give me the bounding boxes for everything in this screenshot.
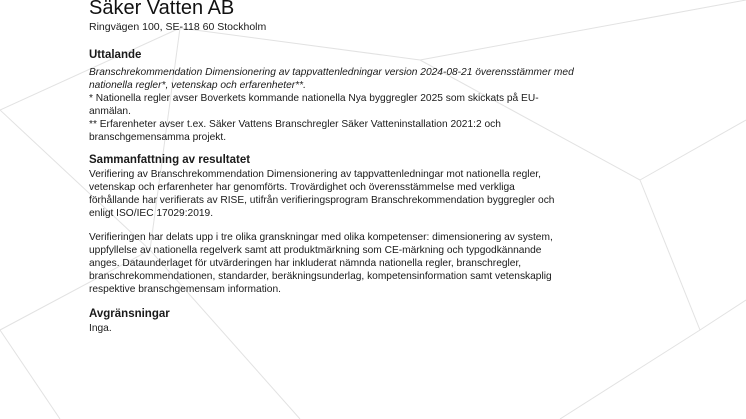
bg-line (560, 330, 700, 419)
paragraph-gap (89, 220, 689, 231)
summary-para1-line: förhållande har verifierats av RISE, utifrån verifieringsprogram Branschrekommendation byggregler och (89, 195, 555, 206)
summary-para2-line: Verifieringen har delats upp i tre olika granskningar med olika kompetenser: dimensionering av system, (89, 232, 553, 243)
footnote-1-line-2: anmälan. (89, 106, 131, 117)
statement-text-line-1: Branschrekommendation Dimensionering av tappvattenledningar version 2024-08-21 överensstämmer med (89, 67, 574, 78)
summary-para2-line: branschrekommendationen, standarder, beräkningsunderlag, kompetensinformation samt vetenskaplig (89, 271, 552, 282)
statement-section (89, 48, 689, 144)
footnote-2-line-2: branschgemensamma projekt. (89, 132, 227, 143)
footnote-1-line-1: * Nationella regler avser Boverkets kommande nationella Nya byggregler 2025 som skickats på EU- (89, 93, 539, 104)
summary-section (89, 153, 689, 296)
summary-para2-line: uppfyllelse av nationella regelverk samt att produktmärkning som CE-märkning och typgodkännande (89, 245, 542, 256)
summary-para1-line: Verifiering av Branschrekommendation Dimensionering av tappvattenledningar mot nationella regler, (89, 169, 541, 180)
summary-para1-line: enligt ISO/IEC 17029:2019. (89, 208, 214, 219)
statement-text-line-2: nationella regler*, vetenskap och erfarenheter**. (89, 80, 306, 91)
bg-line (700, 300, 746, 330)
limitations-heading: Avgränsningar (89, 308, 170, 320)
summary-para2-line: anges. Dataunderlaget för utvärderingen har inkluderat nämnda nationella regler, branschregler, (89, 258, 522, 269)
statement-heading: Uttalande (89, 49, 142, 61)
company-address: Ringvägen 100, SE-118 60 Stockholm (89, 21, 267, 33)
footnote-2-line-1: ** Erfarenheter avser t.ex. Säker Vattens Branschregler Säker Vatteninstallation 2021:2 och (89, 119, 501, 130)
document-body (89, 0, 689, 335)
company-name: Säker Vatten AB (89, 0, 235, 19)
limitations-section (89, 307, 689, 335)
limitations-text: Inga. (89, 323, 112, 334)
bg-line (0, 330, 60, 419)
summary-heading: Sammanfattning av resultatet (89, 154, 251, 166)
summary-para1-line: vetenskap och erfarenheter har genomförts. Trovärdighet och överensstämmelse med verkliga (89, 182, 515, 193)
summary-para2-line: respektive branschgemensam information. (89, 284, 281, 295)
